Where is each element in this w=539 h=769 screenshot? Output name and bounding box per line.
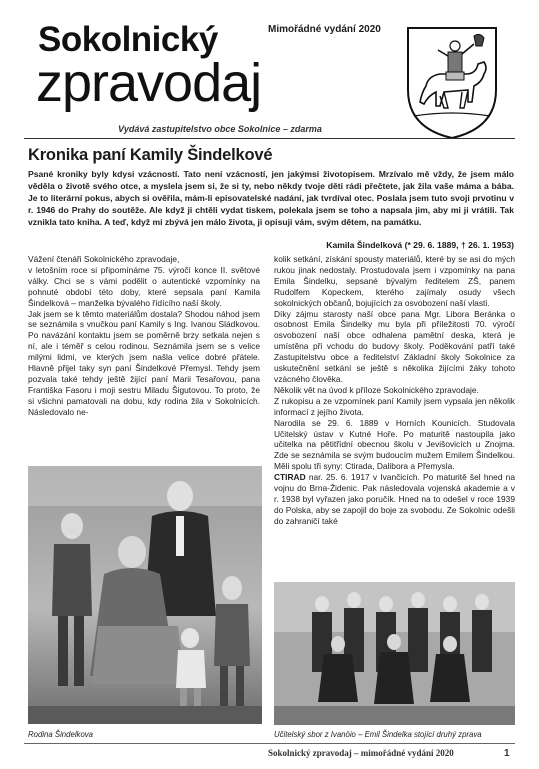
paragraph: Narodila se 29. 6. 1889 v Horních Kounicích. Studovala Učitelský ústav v Kutné Hoře. Po maturitě nastoupila jako učitelka na pětitřídní obecnou školu v Jevišovicích u Znojma. Zde se seznámila se svým budoucím mužem Emilem Šindelkou. Měli spolu tři syny: Ctirada, Dalibora a Přemysla. [274, 417, 515, 472]
edition-label: Mimořádné vydání 2020 [268, 24, 381, 35]
paragraph: v letošním roce si připomínáme 75. výročí konce II. světové války. Chci se s vámi podělit o autentické vzpomínky na pohnuté období této doby, které sepsala paní Kamila Šindelková – manželka bývalého řídícího naší školy. [28, 264, 260, 308]
tagline: Vydává zastupitelstvo obce Sokolnice – zdarma [118, 124, 322, 134]
article-intro: Psané kroniky byly kdysi vzácností. Tato není vzácností, jen jakýmsi životopisem. Mrzívalo mě vždy, že jsem málo věděla o životě svého otce, a myslela jsem si, že si ty, nebo někdy tvoje děti rádi přečtete, jak žila vaše máma a bába. Je to literární pokus, abych si ověřila, mám-li episovatelské nadání, jak tvrdíval otec. Poslala jsem tuto svoji prvotinu v r. 1946 do Prahy do soutěže. Ale když ji chtěli vydat tiskem, polekala jsem se toho a napsala jim, aby mi ji vrátili. Tak vznikla tato kniha. A teď, když mi zbývá jen málo života, ji opisuji vám, svým dětem, na památku. [28, 169, 514, 227]
family-photo [28, 466, 262, 724]
coat-of-arms-icon [404, 24, 500, 140]
header-divider [24, 138, 515, 139]
masthead-title-line2: zpravodaj [36, 53, 262, 113]
intro-signature: Kamila Šindelková (* 29. 6. 1889, † 26. 1. 1953) [326, 240, 514, 250]
paragraph: Několik vět na úvod k příloze Sokolnického zpravodaje. [274, 384, 479, 395]
photo-caption: Učitelský sbor z Ivanöio – Emil Šindelka stojící druhý zprava [274, 730, 482, 739]
photo-caption: Rodina Šindelkova [28, 730, 94, 739]
greeting: Vážení čtenáři Sokolnického zpravodaje, [28, 254, 180, 264]
paragraph: Z rukopisu a ze vzpomínek paní Kamily jsem vypsala jen několik informací z jejího života. [274, 395, 515, 417]
paragraph: CTIRAD nar. 25. 6. 1917 v Ivančicích. Po maturitě šel hned na vojnu do Brna-Židenic. Pak následovala vojenská akademie a v r. 1938 byl vyřazen jako poručík. Hned na to odešel v roce 1939 do Polska, aby se zapojil do boje za svobodu. Ze Sokolnic odešli do zahraničí také [274, 472, 515, 526]
teachers-photo [274, 582, 515, 725]
article-headline: Kronika paní Kamily Šindelkové [28, 146, 273, 164]
paragraph: Jak jsem se k těmto materiálům dostala? Shodou náhod jsem se seznámila s vnučkou paní Kamily s Ing. Ivanou Sládkovou. Po navázání kontaktu jsem se poměrně brzy setkala nejen s ní, ale i téměř s celou rodinou. Seznámila jsem se s velice milými lidmi, ve kterých jsem našla velice dobré přátele. Hlavně přijel taky syn paní Šindelkové Přemysl. Tehdy jsem pozvala také tehdy ještě žijící paní Marii Tesařovou, pana Františka Fasoru i moji sestru Miladu Šigutovou. To proto, že si všichni pamatovali na dobu, kdy rodina žila v Sokolnicích. Následovalo ne- [28, 308, 260, 417]
name-highlight: CTIRAD [274, 472, 306, 483]
paragraph: Díky zájmu starosty naší obce pana Mgr. Libora Beránka o osobnost Emila Šindelky mu byla při příležitosti 70. výročí osvobození naší obce odhalena pamětní deska, která je umístěna při vchodu do budovy školy. Poděkování patří také Zastupitelstvu obce a ředitelství Základní školy Sokolnice za uskutečnění setkání se ještě s několika žijícími žáky tohoto vzácného člověka. [274, 308, 515, 384]
paragraph: kolik setkání, získání spousty materiálů, které by se asi do mých rukou jinak nedostaly. Prostudovala jsem i vzpomínky na pana Emila Šindelku, sepsané bývalým ředitelem ZŠ, panem Rudolfem Kopeckem, kterého zajímaly osudy všech sokolnických občanů, bojujících za osvobození naší vlasti. [274, 254, 515, 308]
masthead-title-line1: Sokolnický [38, 20, 218, 59]
article-column-1 [28, 254, 260, 464]
article-column-2 [274, 254, 515, 579]
page-number: 1 [504, 748, 510, 759]
footer-text: Sokolnický zpravodaj – mimořádné vydání 2020 [268, 748, 454, 758]
footer-divider [24, 743, 515, 744]
